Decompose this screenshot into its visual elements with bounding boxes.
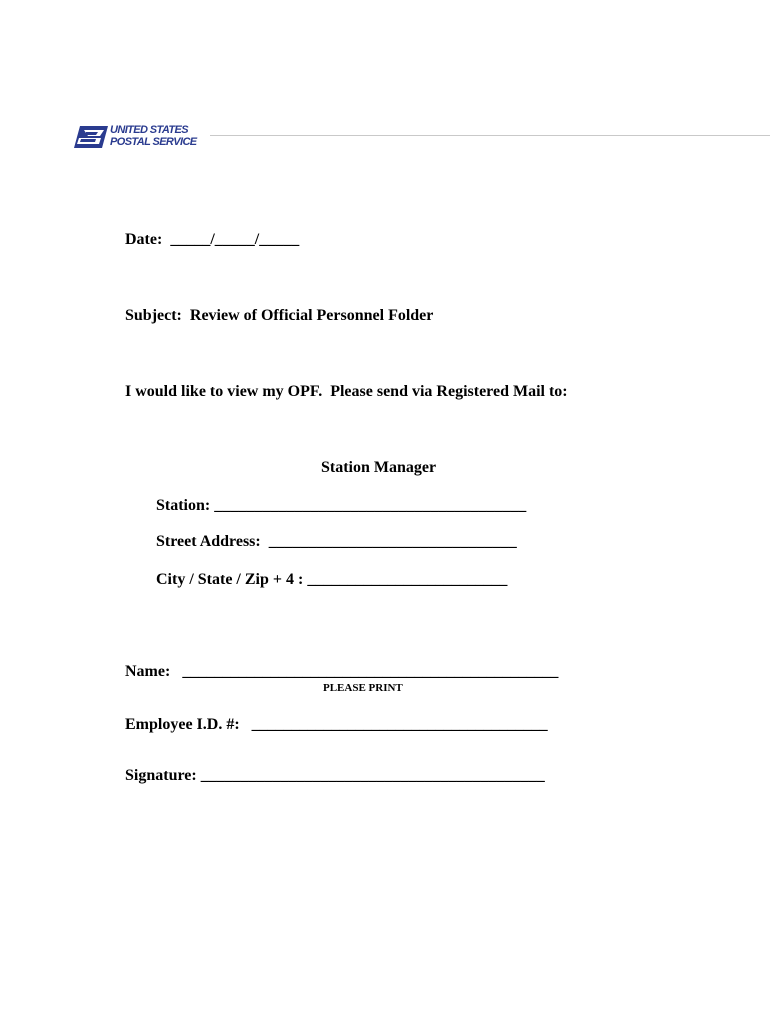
station-manager-heading: Station Manager: [321, 459, 437, 476]
date-row: [125, 230, 299, 250]
city-row: [156, 570, 507, 590]
street-field[interactable]: _______________________________: [268, 533, 517, 550]
station-row: [156, 496, 526, 516]
usps-logo: [74, 124, 214, 150]
station-label: Station:: [156, 497, 211, 514]
station-field[interactable]: _______________________________________: [214, 497, 527, 514]
subject-row: [125, 306, 433, 326]
city-label: City / State / Zip + 4 :: [156, 571, 304, 588]
signature-field[interactable]: ___________________________________________: [200, 767, 545, 784]
request-text: I would like to view my OPF. Please send via Registered Mail to:: [125, 383, 568, 400]
city-field[interactable]: _________________________: [307, 571, 508, 588]
signature-row: [125, 766, 545, 786]
please-print-note: PLEASE PRINT: [323, 682, 403, 694]
date-label: Date:: [125, 231, 163, 248]
signature-label: Signature:: [125, 767, 197, 784]
street-row: [156, 532, 517, 552]
employee-id-label: Employee I.D. #:: [125, 716, 240, 733]
name-row: [125, 662, 558, 682]
logo-line-1: UNITED STATES: [110, 124, 188, 136]
street-label: Street Address:: [156, 533, 261, 550]
employee-id-field[interactable]: _____________________________________: [251, 716, 548, 733]
eagle-head-icon: [74, 124, 108, 150]
employee-id-row: [125, 715, 548, 735]
header-rule: [210, 135, 770, 136]
name-field[interactable]: _______________________________________________: [182, 663, 559, 680]
name-label: Name:: [125, 663, 171, 680]
subject-label: Subject:: [125, 307, 182, 324]
date-field[interactable]: _____/_____/_____: [170, 231, 300, 248]
subject-text: Review of Official Personnel Folder: [189, 307, 434, 324]
logo-line-2: POSTAL SERVICE: [110, 136, 197, 148]
logo-wordmark: [110, 124, 197, 148]
